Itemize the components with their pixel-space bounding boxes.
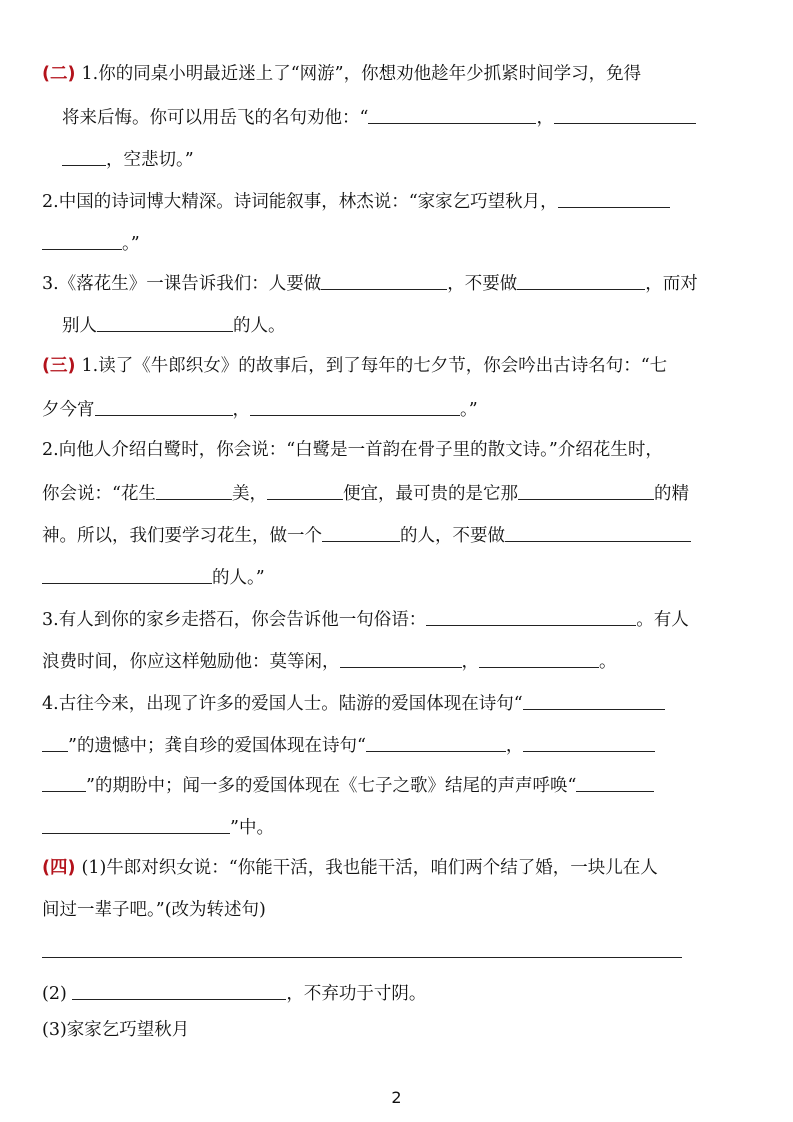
s3-q3-line1: 3.有人到你的家乡走搭石，你会告诉他一句俗语： 。有人 bbox=[42, 610, 689, 630]
answer-blank[interactable] bbox=[523, 694, 665, 710]
s2-q2-line2: 。” bbox=[42, 234, 140, 254]
answer-blank[interactable] bbox=[479, 652, 599, 668]
s2-q3-line2: 别人 的人。 bbox=[62, 316, 286, 336]
s3-q4-line2: ”的遗憾中；龚自珍的爱国体现在诗句“ ， bbox=[42, 736, 655, 756]
answer-blank[interactable] bbox=[558, 192, 670, 208]
answer-blank[interactable] bbox=[340, 652, 462, 668]
answer-blank[interactable] bbox=[576, 776, 654, 792]
answer-blank[interactable] bbox=[322, 526, 400, 542]
answer-blank[interactable] bbox=[250, 400, 460, 416]
s2-q3-line1: 3.《落花生》一课告诉我们：人要做 ，不要做 ，而对 bbox=[42, 274, 698, 294]
s3-q1-line1: (三) 1.读了《牛郎织女》的故事后，到了每年的七夕节，你会吟出古诗名句：“七 bbox=[42, 356, 668, 376]
s3-q2-line2: 你会说：“花生 美， 便宜，最可贵的是它那 的精 bbox=[42, 484, 689, 504]
s3-q1-line2: 夕今宵 ， 。” bbox=[42, 400, 478, 420]
s4-q1-line1: (四) (1)牛郎对织女说：“你能干活，我也能干活，咱们两个结了婚，一块儿在人 bbox=[42, 858, 658, 878]
section-marker-3: (三) bbox=[42, 356, 76, 376]
section-marker-4: (四) bbox=[42, 858, 76, 878]
page-number: 2 bbox=[391, 1088, 402, 1107]
answer-blank[interactable] bbox=[42, 818, 230, 834]
answer-blank[interactable] bbox=[518, 484, 654, 500]
s3-q3-line2: 浪费时间，你应这样勉励他：莫等闲， ， 。 bbox=[42, 652, 617, 672]
s4-q2-line: (2) ，不弃功于寸阴。 bbox=[42, 984, 427, 1004]
answer-blank[interactable] bbox=[368, 108, 536, 124]
s2-q1-line3: ，空悲切。” bbox=[62, 150, 194, 170]
s3-q2-line3: 神。所以，我们要学习花生，做一个 的人，不要做 bbox=[42, 526, 691, 546]
s3-q4-line1: 4.古往今来，出现了许多的爱国人士。陆游的爱国体现在诗句“ bbox=[42, 694, 665, 714]
answer-line[interactable] bbox=[42, 957, 682, 958]
s3-q4-line3: ”的期盼中；闻一多的爱国体现在《七子之歌》结尾的声声呼唤“ bbox=[42, 776, 654, 796]
s4-q3-line: (3)家家乞巧望秋月 bbox=[42, 1020, 190, 1040]
s4-q1-line2: 间过一辈子吧。”(改为转述句) bbox=[42, 900, 266, 920]
answer-blank[interactable] bbox=[517, 274, 645, 290]
answer-blank[interactable] bbox=[72, 984, 286, 1000]
answer-blank[interactable] bbox=[97, 316, 233, 332]
answer-blank[interactable] bbox=[42, 776, 86, 792]
section-marker-2: (二) bbox=[42, 64, 76, 84]
answer-blank[interactable] bbox=[267, 484, 343, 500]
answer-blank[interactable] bbox=[42, 568, 212, 584]
answer-blank[interactable] bbox=[42, 736, 68, 752]
s2-q1-line2: 将来后悔。你可以用岳飞的名句劝他：“ ， bbox=[62, 108, 696, 128]
s3-q2-line1: 2.向他人介绍白鹭时，你会说：“白鹭是一首韵在骨子里的散文诗。”介绍花生时， bbox=[42, 440, 663, 460]
answer-blank[interactable] bbox=[95, 400, 233, 416]
answer-blank[interactable] bbox=[156, 484, 232, 500]
s2-q1-line1: (二) 1.你的同桌小明最近迷上了“网游”，你想劝他趁年少抓紧时间学习，免得 bbox=[42, 64, 642, 84]
answer-blank[interactable] bbox=[42, 234, 122, 250]
answer-blank[interactable] bbox=[62, 150, 106, 166]
answer-blank[interactable] bbox=[321, 274, 447, 290]
s2-q2-line1: 2.中国的诗词博大精深。诗词能叙事，林杰说：“家家乞巧望秋月， bbox=[42, 192, 670, 212]
answer-blank[interactable] bbox=[426, 610, 636, 626]
answer-blank[interactable] bbox=[554, 108, 696, 124]
answer-blank[interactable] bbox=[505, 526, 691, 542]
s3-q4-line4: ”中。 bbox=[42, 818, 274, 838]
answer-blank[interactable] bbox=[366, 736, 506, 752]
answer-blank[interactable] bbox=[523, 736, 655, 752]
s3-q2-line4: 的人。” bbox=[42, 568, 265, 588]
